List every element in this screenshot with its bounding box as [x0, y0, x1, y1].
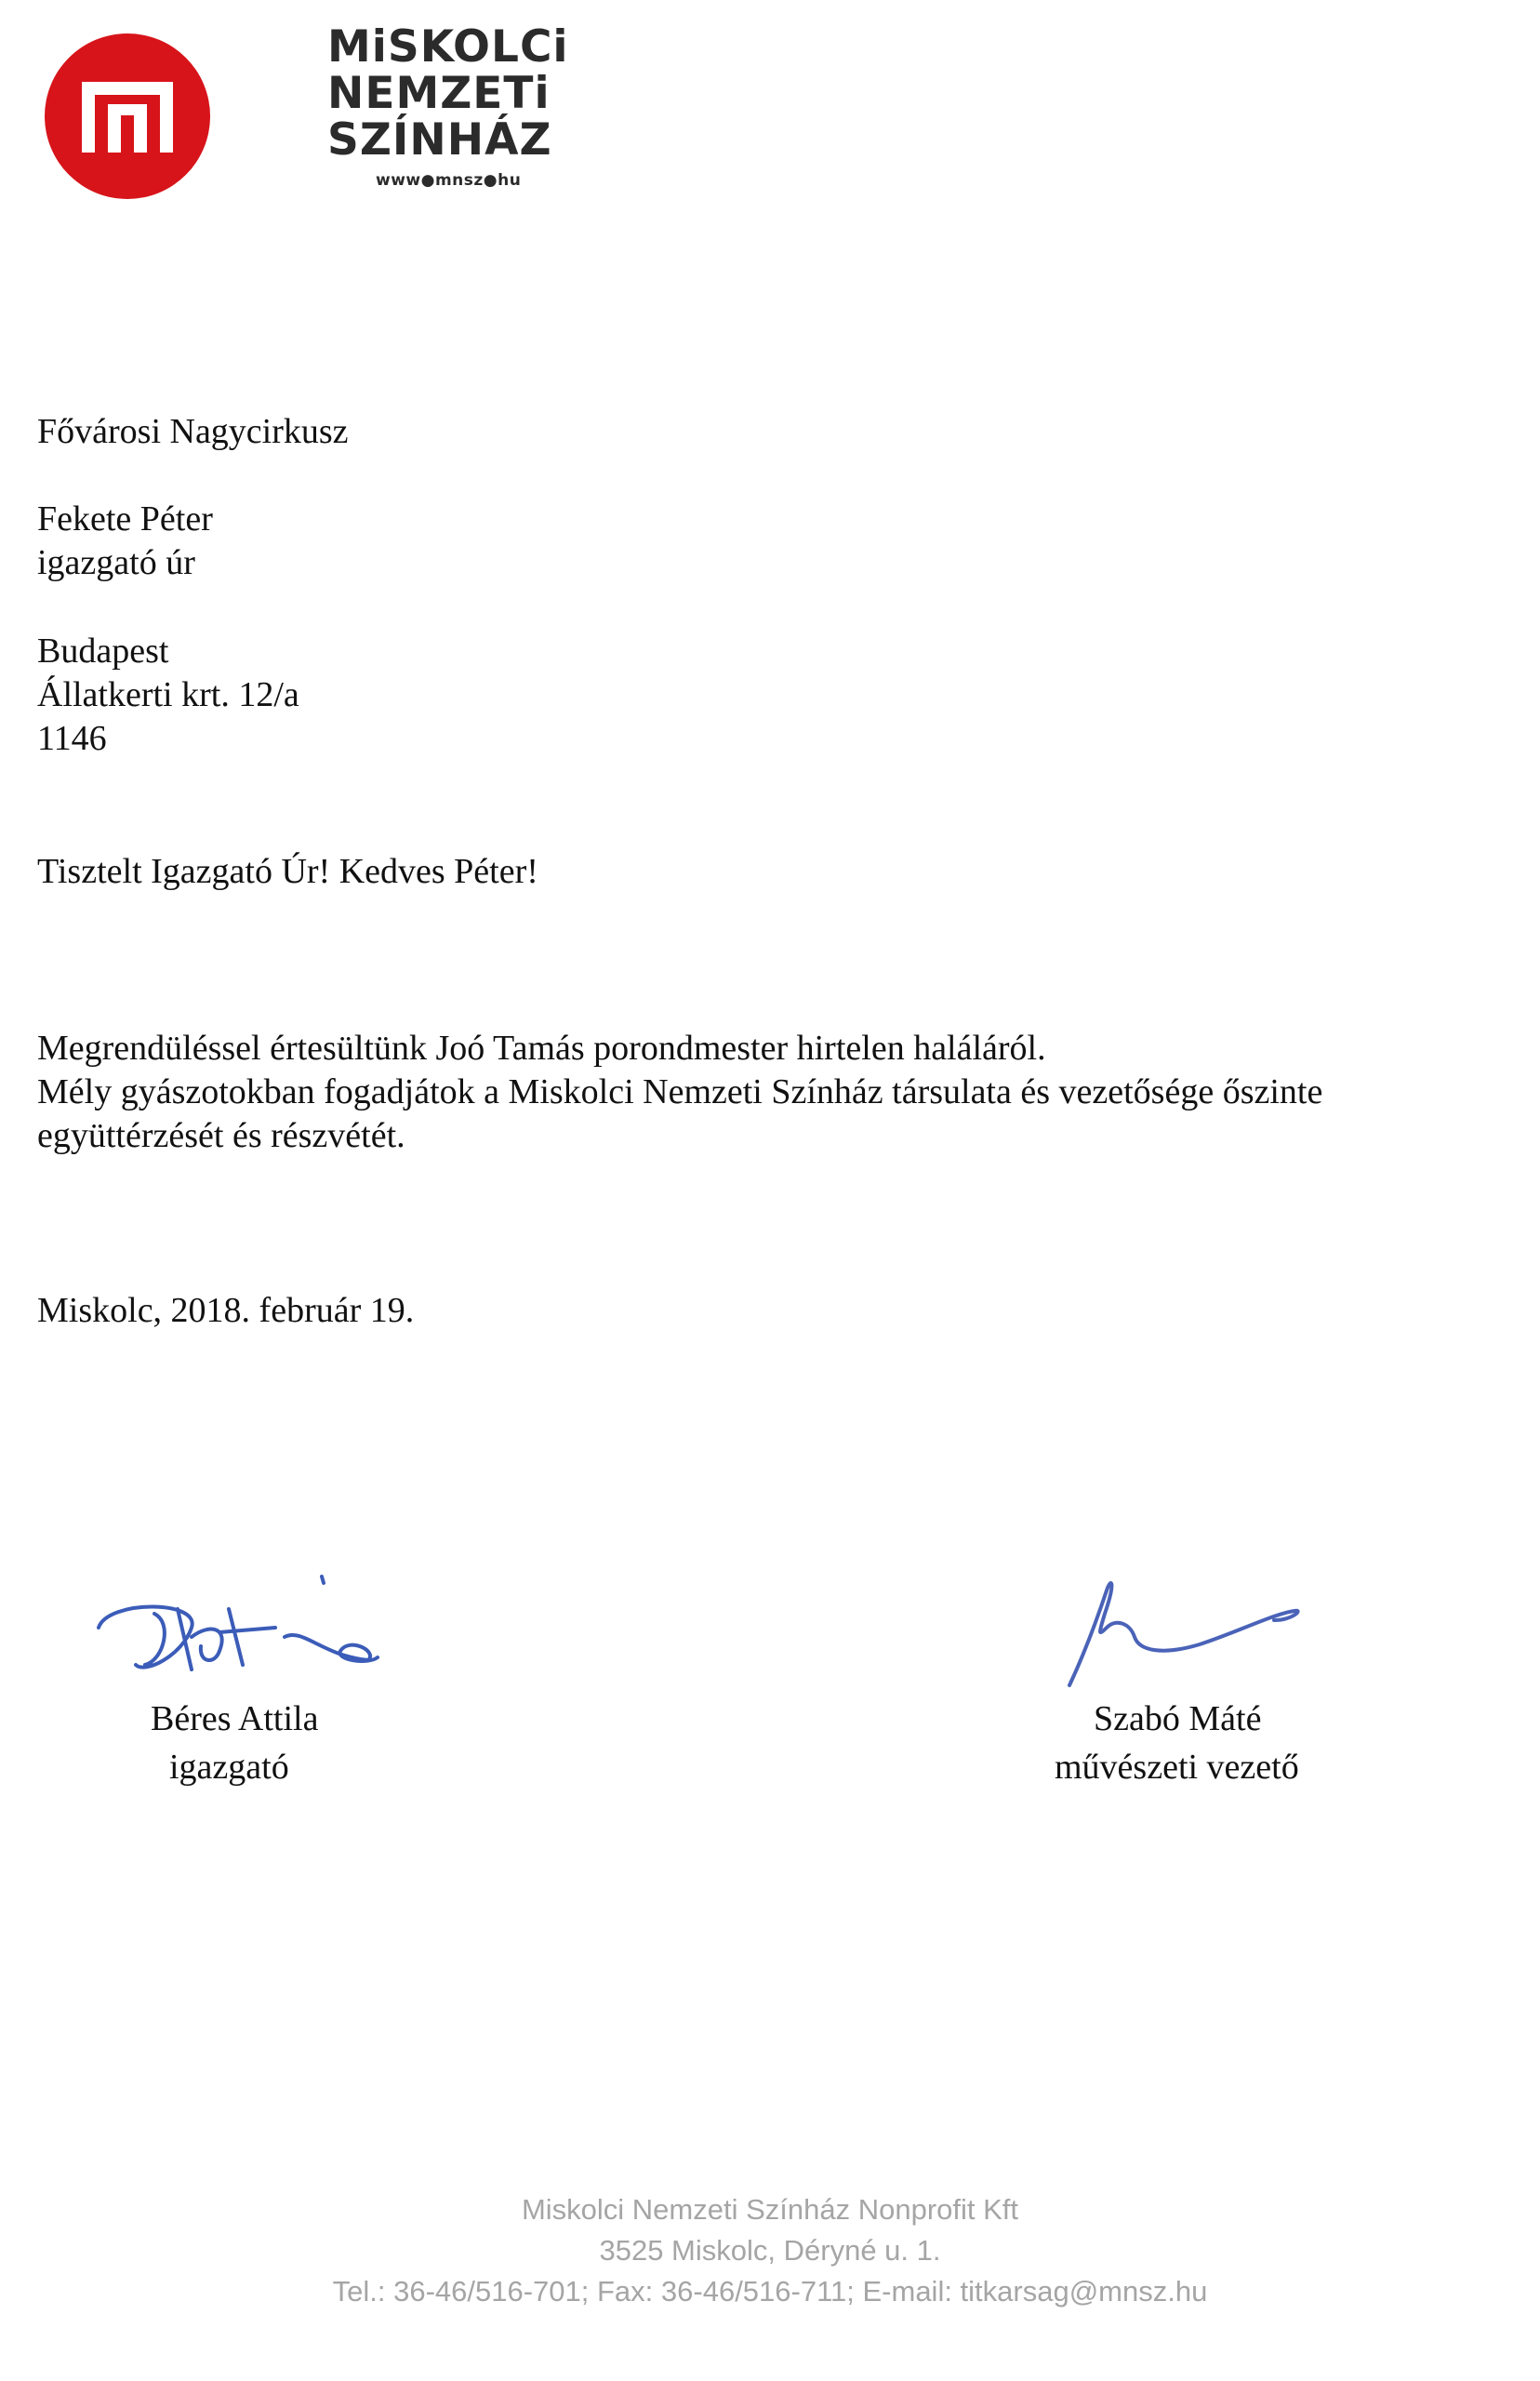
body-line-1: Megrendüléssel értesültünk Joó Tamás porondmester hirtelen haláláról. [37, 1029, 1046, 1068]
signature-szabo-mate-icon [1060, 1563, 1311, 1693]
recipient-title: igazgató úr [37, 543, 195, 582]
wordmark-line-1: MiSKOLCi [327, 21, 569, 73]
body-line-3: együttérzését és részvétét. [37, 1116, 405, 1155]
footer-company: Miskolci Nemzeti Színház Nonprofit Kft [521, 2193, 1019, 2226]
recipient-street: Állatkerti krt. 12/a [37, 675, 299, 714]
footer-address: 3525 Miskolc, Déryné u. 1. [599, 2234, 941, 2267]
theatre-wordmark [327, 21, 569, 190]
date-line: Miskolc, 2018. február 19. [37, 1291, 415, 1330]
signatory-2-name: Szabó Máté [1094, 1699, 1262, 1738]
signatory-2-role: művészeti vezető [1055, 1748, 1299, 1787]
signatory-1-role: igazgató [169, 1748, 289, 1787]
salutation: Tisztelt Igazgató Úr! Kedves Péter! [37, 852, 538, 891]
signatory-1-name: Béres Attila [151, 1699, 319, 1738]
recipient-city: Budapest [37, 632, 169, 671]
wordmark-website: www●mnsz●hu [376, 171, 522, 190]
body-line-2: Mély gyászotokban fogadjátok a Miskolci Nemzeti Színház társulata és vezetősége őszinte [37, 1072, 1323, 1111]
wordmark-line-2: NEMZETi [327, 68, 551, 119]
mnsz-logo-icon [45, 33, 210, 199]
wordmark-line-3: SZÍNHÁZ [327, 114, 552, 166]
footer-contact: Tel.: 36-46/516-701; Fax: 36-46/516-711; E-mail: titkarsag@mnsz.hu [332, 2275, 1208, 2308]
recipient-organization: Fővárosi Nagycirkusz [37, 412, 349, 451]
signature-beres-attila-icon [89, 1572, 387, 1693]
recipient-postal-code: 1146 [37, 719, 107, 758]
recipient-name: Fekete Péter [37, 499, 213, 539]
